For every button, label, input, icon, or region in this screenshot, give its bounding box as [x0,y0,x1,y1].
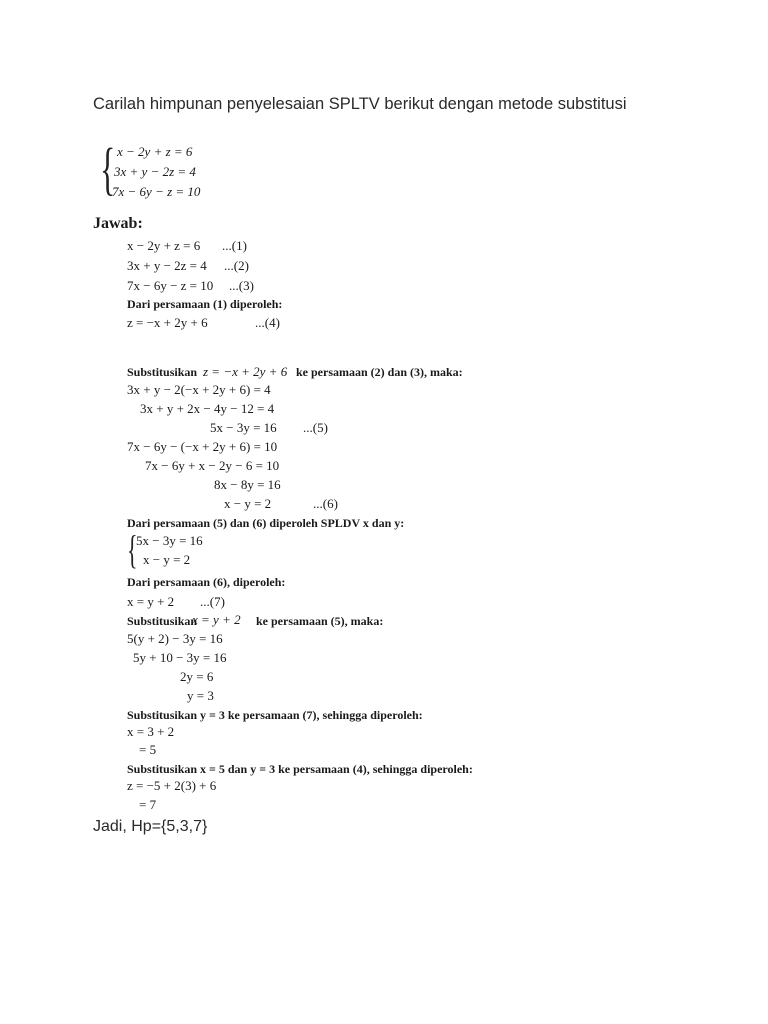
step2-line-5: 7x − 6y + x − 2y − 6 = 10 [145,458,280,473]
step3-eq-1: 5x − 3y = 16 [136,533,203,548]
step3-brace: { [127,527,138,572]
step2-tag-5: ...(5) [303,420,328,435]
answer-heading: Jawab: [93,215,143,232]
step3-text: Dari persamaan (5) dan (6) diperoleh SPLDV x dan y: [127,516,405,530]
system-brace: { [100,136,116,201]
step2-line-2: 3x + y + 2x − 4y − 12 = 4 [140,401,275,416]
given-tag-1: ...(1) [222,238,247,253]
step6-line-2: = 5 [139,742,157,757]
step4-tag: ...(7) [200,594,225,609]
step2-text-post: ke persamaan (2) dan (3), maka: [296,365,463,379]
step7-text: Substitusikan x = 5 dan y = 3 ke persamaan (4), sehingga diperoleh: [127,762,473,776]
given-tag-3: ...(3) [229,278,254,293]
question-text: Carilah himpunan penyelesaian SPLTV berikut dengan metode substitusi [93,95,627,113]
step5-line-4: y = 3 [187,688,214,703]
system-eq-2: 3x + y − 2z = 4 [114,164,196,179]
step4-text: Dari persamaan (6), diperoleh: [127,575,286,589]
step3-eq-2: x − y = 2 [143,552,191,567]
given-eq-2: 3x + y − 2z = 4 [127,258,207,273]
step2-text-eq: z = −x + 2y + 6 [203,364,288,379]
system-eq-3: 7x − 6y − z = 10 [112,184,201,199]
step2-line-4: 7x − 6y − (−x + 2y + 6) = 10 [127,439,278,454]
step5-text-post: ke persamaan (5), maka: [256,614,384,628]
step4-eq: x = y + 2 [127,594,175,609]
step7-line-1: z = −5 + 2(3) + 6 [127,778,217,793]
step5-text-eq: x = y + 2 [192,612,241,627]
step6-text: Substitusikan y = 3 ke persamaan (7), sehingga diperoleh: [127,708,423,722]
given-eq-1: x − 2y + z = 6 [127,238,201,253]
step5-line-1: 5(y + 2) − 3y = 16 [127,631,223,646]
conclusion-text: Jadi, Hp={5,3,7} [93,818,208,835]
step2-tag-6: ...(6) [313,496,338,511]
given-tag-2: ...(2) [224,258,249,273]
system-eq-1: x − 2y + z = 6 [117,144,193,159]
step5-line-3: 2y = 6 [180,669,214,684]
step1-tag: ...(4) [255,315,280,330]
step5-line-2: 5y + 10 − 3y = 16 [133,650,227,665]
step1-eq: z = −x + 2y + 6 [127,315,208,330]
step5-text-pre: Substitusikan [127,614,198,628]
step2-line-6: 8x − 8y = 16 [214,477,281,492]
given-eq-3: 7x − 6y − z = 10 [127,278,214,293]
step2-line-1: 3x + y − 2(−x + 2y + 6) = 4 [127,382,271,397]
step2-text-pre: Substitusikan [127,365,198,379]
step1-text: Dari persamaan (1) diperoleh: [127,297,283,311]
step2-line-7: x − y = 2 [224,496,272,511]
step2-line-3: 5x − 3y = 16 [210,420,277,435]
step7-line-2: = 7 [139,797,157,812]
step6-line-1: x = 3 + 2 [127,724,175,739]
